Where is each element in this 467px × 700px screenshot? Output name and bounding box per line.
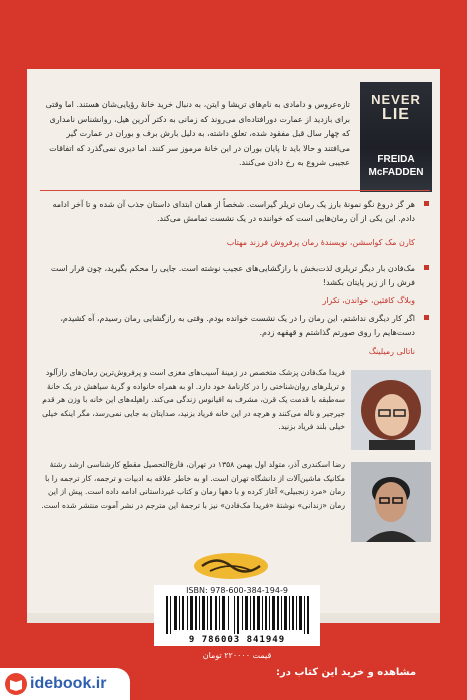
book-icon	[4, 672, 30, 696]
barcode-icon	[162, 596, 312, 634]
thumbnail-author-first: FREIDA	[377, 154, 415, 165]
book-thumbnail	[360, 82, 432, 192]
review-quote-2: مک‌فادن بار دیگر تریلری لذت‌بخش با رازگشایی‌های عجیب نوشته است. جایی را محکم بگیرید، چون قرار است فرش را از زیر پایتان بکشد!	[50, 264, 415, 287]
review-source-1: کارن مک کواسشن، نویسندهٔ رمان پرفروش فرزند مهتاب	[226, 238, 415, 247]
synopsis: تازه‌عروس و دامادی به نام‌های تریشا و ایتن، به دنبال خرید خانهٔ رؤیایی‌شان هستند. اما وقتی برای بازدید از عمارت دورافتاده‌ای می‌روند که زمانی به دکتر آدرین هیل، روانشناس نامداری که چهار سال قبل مفقود شده، تعلق داشته، به دلیل بارش برف و بوران در عمارت گیر می‌افتند و حالا باید تا پایان بوران در این خانهٔ مرموز سر کنند. اما دیری نمی‌گذرد که اتفاقات عجیبی شروع به رخ دادن می‌کنند.	[45, 100, 350, 167]
price-label: قیمت ۲۲۰۰۰۰ تومان	[202, 651, 272, 660]
isbn-text: ISBN: 978-600-384-194-9	[186, 586, 288, 595]
bullet-icon	[424, 201, 429, 206]
thumbnail-title-line1: NEVER	[371, 92, 421, 107]
thumbnail-title-line2: LIE	[382, 106, 410, 123]
review-quote-1: هر گز دروغ نگو نمونهٔ بارز یک رمان تریلر گیراست. شخصاً از همان ابتدای داستان جذب آن شده و تا آخر ادامه دادم. این یکی از آن رمان‌هایی است که خواننده در یک نشست تمامش می‌کند.	[52, 200, 415, 223]
watermark-logo[interactable]	[0, 668, 130, 700]
author-bio: فریدا مک‌فادن پزشک متخصص در زمینهٔ آسیب‌های مغزی است و پرفروش‌ترین رمان‌های رازآلود و تریلرهای روان‌شناختی را در کارنامهٔ خود دارد. او به همراه خانواده و گربهٔ سیاهش در یک خانهٔ سه‌طبقه با قدمت یک قرن، مشرف به اقیانوس زندگی می‌کند. راهپله‌های این خانه با وزن هر قدم جیرجیر و ناله می‌کنند و هرچه در این خانه فریاد بزنید، صدایتان به جایی نمی‌رسد، مگر اینکه خیلی خیلی بلند فریاد بزنید.	[42, 368, 345, 432]
publisher-logo-icon	[192, 551, 270, 581]
divider	[40, 190, 430, 191]
bullet-icon	[424, 315, 429, 320]
barcode-number: 9 786003 841949	[188, 635, 286, 645]
promo-text: مشاهده و خرید این کتاب در:	[275, 667, 417, 678]
author-photo	[351, 370, 431, 450]
review-source-3: ناتالی رمیلینگ	[368, 347, 415, 356]
bullet-icon	[424, 265, 429, 270]
review-quote-3: اگر کار دیگری نداشتم، این رمان را در یک نشست خوانده بودم. وقتی به رازگشایی رمان رسیدم، آه کشیدم، دست‌هایم را روی صورتم گذاشتم و قهقهه زدم.	[60, 314, 415, 337]
thumbnail-author-last: McFADDEN	[368, 167, 424, 178]
review-source-2: وبلاگ کافئین، خواندن، تکرار	[322, 296, 415, 305]
translator-photo	[351, 462, 431, 542]
watermark-logo-text: idebook.ir	[30, 675, 107, 692]
translator-bio: رضا اسکندری آذر، متولد اول بهمن ۱۳۵۸ در تهران، فارغ‌التحصیل مقطع کارشناسی ارشد رشتهٔ مکانیک ماشین‌آلات از دانشگاه تهران است. او به خاطر علاقه به ادبیات و ترجمه، کار ترجمه را با رمان «مرد زنجبیلی» آغاز کرده و با دهها رمان و کتاب غیرداستانی ادامه داده است. پیش از این رمان «زندانی» نوشتهٔ «فریدا مک‌فادن» نیز با ترجمهٔ این مترجم در نشر آموت منتشر شده است.	[41, 460, 345, 510]
